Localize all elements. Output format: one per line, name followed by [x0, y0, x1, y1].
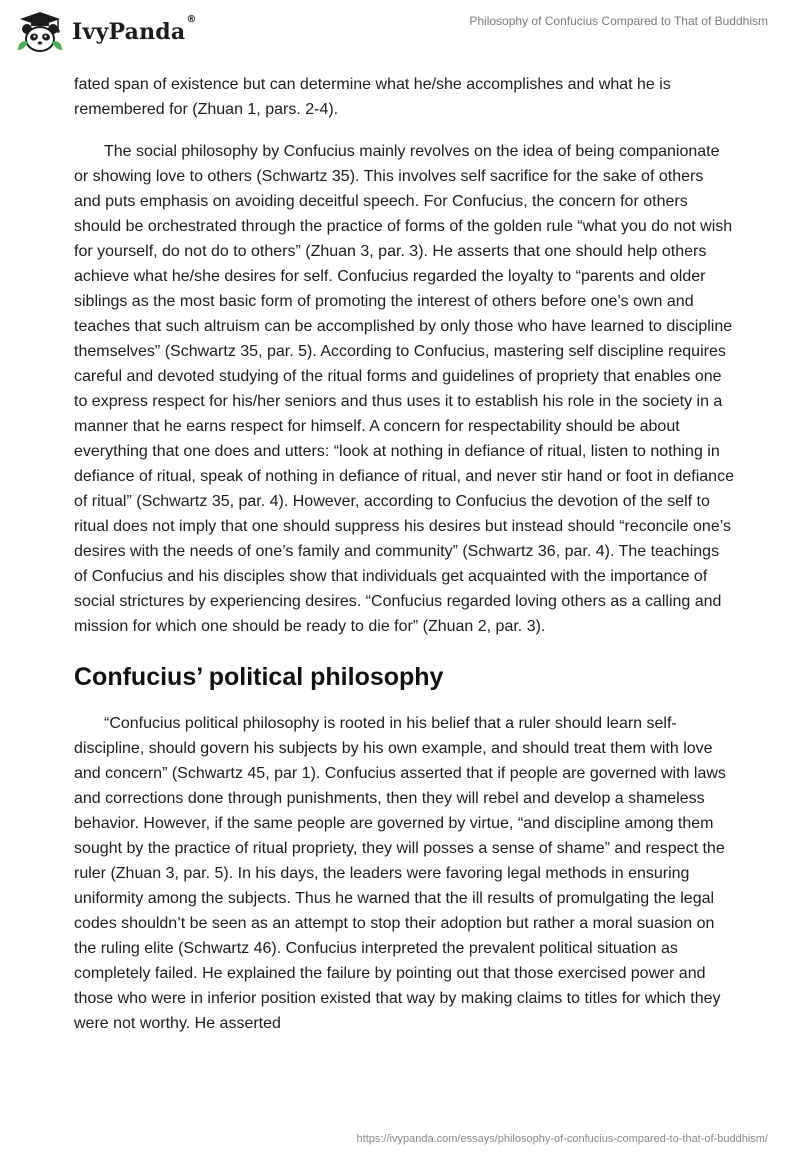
panda-graduate-icon: [14, 10, 66, 54]
paragraph-social-philosophy: The social philosophy by Confucius mainly revolves on the idea of being companionate or showing love to others (Schwartz 35). This involves self sacrifice for the sake of others and puts emphasis on avoiding deceitful speech. For Confucius, the concern for others should be orchestrated through the practice of forms of the golden rule “what you do not wish for yourself, do not do to others” (Zhuan 3, par. 3). He asserts that one should help others achieve what he/she desires for self. Confucius regarded the loyalty to “parents and older siblings as the most basic form of promoting the interest of others before one’s own and teaches that such altruism can be accomplished by only those who have learned to discipline themselves” (Schwartz 35, par. 5). According to Confucius, mastering self discipline requires careful and devoted studying of the ritual forms and guidelines of propriety that enables one to express respect for his/her seniors and thus uses it to establish his role in the society in a manner that he earns respect for himself. A concern for respectability should be about everything that one does and utters: “look at nothing in defiance of ritual, listen to nothing in defiance of ritual, speak of nothing in defiance of ritual, and never stir hand or foot in defiance of ritual” (Schwartz 35, par. 4). However, according to Confucius the devotion of the self to ritual does not imply that one should suppress his desires but instead should “reconcile one’s desires with the needs of one’s family and community” (Schwartz 36, par. 4). The teachings of Confucius and his disciples show that individuals get acquainted with the importance of social strictures by experiencing desires. “Confucius regarded loving others as a calling and mission for which one should be ready to die for” (Zhuan 2, par. 3).: [74, 143, 734, 635]
section-heading-political-philosophy: Confucius’ political philosophy: [74, 663, 444, 691]
ivypanda-logo[interactable]: [14, 10, 197, 54]
registered-mark: ®: [186, 14, 197, 25]
logo-wordmark: [72, 14, 197, 45]
page-header: [0, 0, 800, 62]
essay-body: [74, 72, 734, 1053]
document-title: Philosophy of Confucius Compared to That of Buddhism: [469, 14, 768, 28]
source-url[interactable]: https://ivypanda.com/essays/philosophy-of-confucius-compared-to-that-of-buddhism/: [356, 1133, 768, 1145]
paragraph-continued: fated span of existence but can determine what he/she accomplishes and what he is remembered for (Zhuan 1, pars. 2-4).: [74, 76, 671, 118]
paragraph-political-philosophy: “Confucius political philosophy is rooted in his belief that a ruler should learn self-discipline, should govern his subjects by his own example, and should treat them with love and concern” (Schwartz 45, par 1). Confucius asserted that if people are governed with laws and corrections done through punishments, then they will rebel and develop a shameless behavior. However, if the same people are governed by virtue, “and discipline among them sought by the practice of ritual propriety, they will posses a sense of shame” and respect the ruler (Zhuan 3, par. 5). In his days, the leaders were favoring legal methods in ensuring uniformity among the subjects. Thus he warned that the ill results of promulgating the legal codes shouldn’t be seen as an attempt to stop their adoption but rather a moral suasion on the ruling elite (Schwartz 46). Confucius interpreted the prevalent political situation as completely failed. He explained the failure by pointing out that those exercised power and those who were in inferior position existed that way by making claims to titles for which they were not worthy. He asserted: [74, 715, 726, 1032]
logo-wordmark-text: IvyPanda: [72, 19, 186, 45]
